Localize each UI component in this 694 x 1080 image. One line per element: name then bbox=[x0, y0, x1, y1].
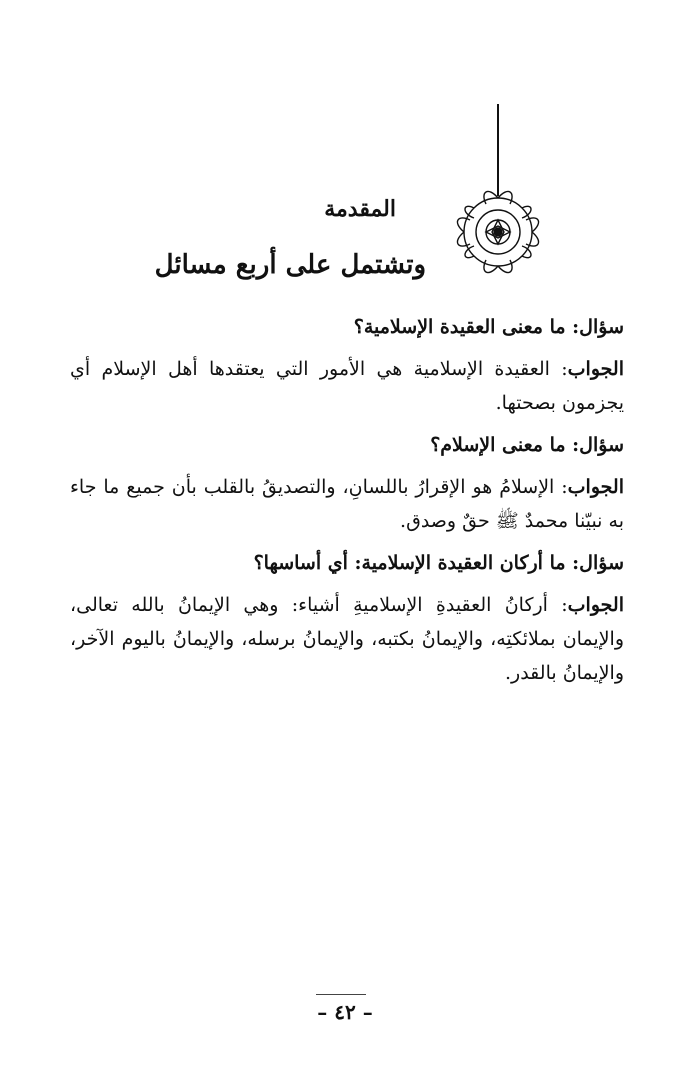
question-1 bbox=[70, 310, 624, 344]
page-number: – ٤٢ – bbox=[317, 1000, 373, 1024]
answer-2 bbox=[70, 470, 624, 538]
answer-text: : الإسلامُ هو الإقرارُ باللسانِ، والتصديقُ بالقلب بأن جميع ما جاء به نبيّنا محمدٌ ﷺ حقٌ وصدق. bbox=[70, 476, 624, 532]
answer-label: الجواب bbox=[567, 476, 624, 498]
footer-rule bbox=[316, 994, 366, 995]
question-text: : ما معنى الإسلام؟ bbox=[430, 434, 580, 456]
question-label: سؤال bbox=[579, 552, 624, 574]
qa-body bbox=[70, 310, 624, 698]
rosette-pendant-ornament-icon bbox=[446, 104, 550, 284]
answer-label: الجواب bbox=[567, 358, 624, 380]
answer-text: : العقيدة الإسلامية هي الأمور التي يعتقدها أهل الإسلام أي يجزمون بصحتها. bbox=[70, 358, 624, 414]
question-text: : ما معنى العقيدة الإسلامية؟ bbox=[353, 316, 580, 338]
question-text: : ما أركان العقيدة الإسلامية: أي أساسها؟ bbox=[253, 552, 580, 574]
answer-3 bbox=[70, 588, 624, 690]
question-label: سؤال bbox=[579, 316, 624, 338]
answer-label: الجواب bbox=[567, 594, 624, 616]
answer-text: : أركانُ العقيدةِ الإسلاميةِ أشياء: وهي الإيمانُ بالله تعالى، والإيمان بملائكتِه، والإيمانُ بكتبه، والإيمانُ برسله، والإيمانُ باليوم الآخر، والإيمانُ بالقدر. bbox=[70, 594, 624, 684]
chapter-title: المقدمة bbox=[324, 196, 396, 222]
question-2 bbox=[70, 428, 624, 462]
answer-1 bbox=[70, 352, 624, 420]
chapter-subtitle: وتشتمل على أربع مسائل bbox=[154, 250, 426, 280]
question-label: سؤال bbox=[579, 434, 624, 456]
question-3 bbox=[70, 546, 624, 580]
